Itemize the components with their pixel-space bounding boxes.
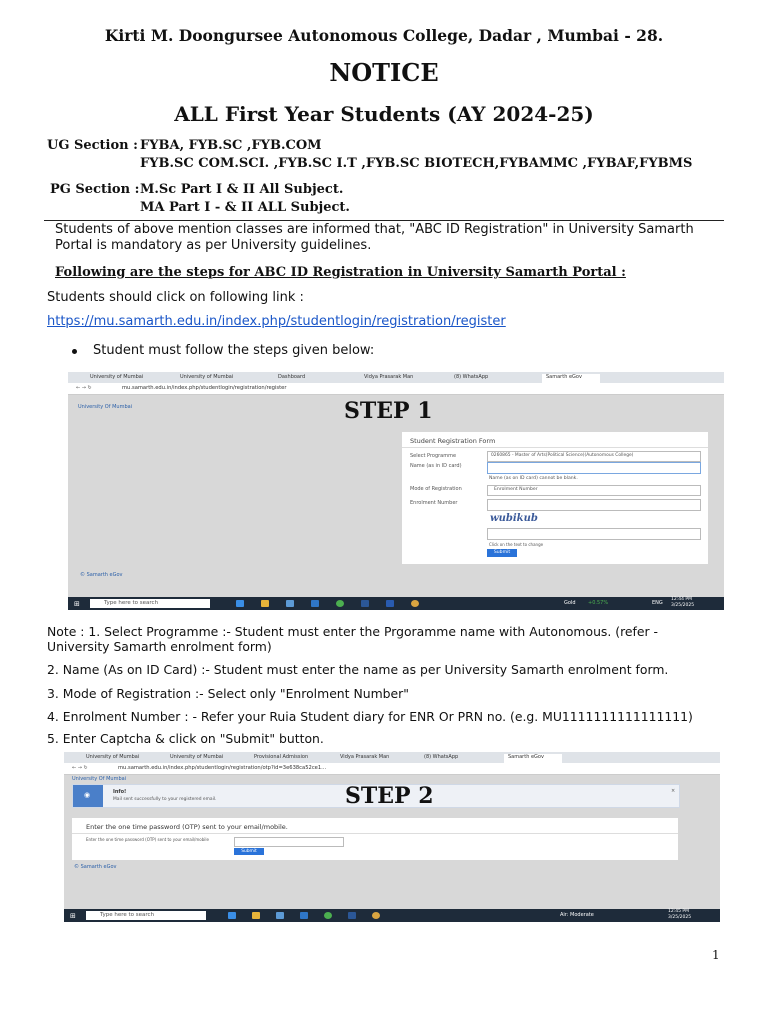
- back-icon[interactable]: ← → ↻: [72, 765, 88, 771]
- notice-subtitle: ALL First Year Students (AY 2024-25): [174, 102, 594, 126]
- chrome-icon[interactable]: [336, 600, 344, 607]
- pg-section-line2: MA Part I - & II ALL Subject.: [140, 200, 350, 215]
- browser-tab[interactable]: Dashboard: [278, 374, 306, 380]
- outlook-icon[interactable]: [348, 912, 356, 919]
- tray-weather: Gold: [564, 600, 576, 606]
- form-title: Student Registration Form: [410, 437, 496, 445]
- page-number: 1: [712, 948, 720, 962]
- clock-time: 12:45 PM: [668, 909, 689, 914]
- enrolment-label: Enrolment Number: [410, 500, 458, 506]
- browser-tabbar: [68, 372, 724, 383]
- ug-section-line1: FYBA, FYB.SC ,FYB.COM: [140, 138, 322, 153]
- note-2: 2. Name (As on ID Card) :- Student must enter the name as per University Samarth enrolment form.: [47, 662, 669, 677]
- step1-screenshot: [68, 372, 724, 610]
- mode-select[interactable]: Enrolment Number: [487, 485, 701, 496]
- browser-tabbar: [64, 752, 720, 763]
- tray-lang: ENG: [652, 600, 663, 606]
- step2-label: STEP 2: [345, 783, 434, 809]
- name-error: Name (as on ID card) cannot be blank.: [489, 476, 578, 481]
- college-name: Kirti M. Doongursee Autonomous College, Dadar , Mumbai - 28.: [104, 26, 664, 45]
- browser-tab[interactable]: Vidya Prasarak Man: [364, 374, 414, 380]
- footer-text[interactable]: © Samarth eGov: [80, 572, 123, 578]
- enrolment-input[interactable]: [487, 499, 701, 511]
- url-text[interactable]: mu.samarth.edu.in/index.php/studentlogin/registration/otp?id=3e638ca52ce1...: [118, 765, 327, 771]
- back-icon[interactable]: ← → ↻: [76, 385, 92, 391]
- browser-tab-active[interactable]: Samarth eGov: [504, 754, 562, 763]
- chrome-icon[interactable]: [324, 912, 332, 919]
- note-4: 4. Enrolment Number : - Refer your Ruia Student diary for ENR Or PRN no. (e.g. MU1111111111111111): [47, 709, 693, 724]
- site-title[interactable]: University Of Mumbai: [72, 776, 127, 782]
- pg-section-line1: M.Sc Part I & II All Subject.: [140, 182, 344, 197]
- word-icon[interactable]: [386, 600, 394, 607]
- registration-link[interactable]: https://mu.samarth.edu.in/index.php/studentlogin/registration/register: [47, 314, 506, 329]
- alert-title: Info!: [113, 789, 127, 795]
- otp-input[interactable]: [234, 837, 344, 847]
- programme-select[interactable]: 0260865 - Master of Arts(Political Science)(Autonomous College): [487, 451, 701, 462]
- browser-tab[interactable]: University of Mumbai: [86, 754, 140, 760]
- clock-time: 12:44 PM: [671, 597, 692, 602]
- windows-icon[interactable]: ⊞: [70, 912, 76, 920]
- windows-icon[interactable]: ⊞: [74, 600, 80, 608]
- bullet-icon: [72, 349, 77, 354]
- submit-button[interactable]: Submit: [234, 848, 264, 855]
- otp-label: Enter the one time password (OTP) sent to your email/mobile: [86, 837, 209, 842]
- store-icon[interactable]: [276, 912, 284, 919]
- step2-screenshot: [64, 752, 720, 922]
- app-icon[interactable]: [311, 600, 319, 607]
- ug-section-label: UG Section :: [47, 138, 138, 153]
- chrome-active-icon[interactable]: [372, 912, 380, 919]
- browser-tab[interactable]: University of Mumbai: [170, 754, 224, 760]
- bullet-text: Student must follow the steps given below:: [93, 343, 375, 358]
- otp-form: [72, 818, 678, 860]
- taskbar: [68, 597, 724, 610]
- browser-tab[interactable]: Vidya Prasarak Man: [340, 754, 390, 760]
- steps-heading: Following are the steps for ABC ID Registration in University Samarth Portal :: [55, 265, 626, 280]
- click-instruction: Students should click on following link :: [47, 290, 304, 305]
- clock-date: 3/25/2025: [671, 603, 695, 608]
- name-input[interactable]: [487, 462, 701, 474]
- divider: [44, 220, 724, 221]
- alert-text: Mail sent successfully to your registered email.: [113, 797, 217, 802]
- store-icon[interactable]: [286, 600, 294, 607]
- taskbar-search[interactable]: Type here to search: [86, 911, 206, 920]
- address-bar: [64, 763, 720, 775]
- registration-form: [402, 432, 708, 564]
- folder-icon[interactable]: [252, 912, 260, 919]
- clock-date: 3/25/2025: [668, 915, 692, 920]
- captcha-input[interactable]: [487, 528, 701, 540]
- outlook-icon[interactable]: [361, 600, 369, 607]
- taskbar-search[interactable]: Type here to search: [90, 599, 210, 608]
- pg-section-label: PG Section :: [50, 182, 140, 197]
- submit-button[interactable]: Submit: [487, 549, 517, 557]
- chrome-active-icon[interactable]: [411, 600, 419, 607]
- name-label: Name (as in ID card): [410, 463, 462, 469]
- browser-tab[interactable]: (8) WhatsApp: [454, 374, 489, 380]
- info-icon: ◉: [73, 785, 103, 807]
- browser-tab[interactable]: Provisional Admission: [254, 754, 309, 760]
- address-bar: [68, 383, 724, 395]
- note-3: 3. Mode of Registration :- Select only "Enrolment Number": [47, 686, 409, 701]
- folder-icon[interactable]: [261, 600, 269, 607]
- url-text[interactable]: mu.samarth.edu.in/index.php/studentlogin/registration/register: [122, 385, 287, 391]
- captcha-image[interactable]: wubikub: [490, 513, 538, 524]
- intro-paragraph: Students of above mention classes are informed that, "ABC ID Registration" in University Samarth Portal is mandatory as per University guidelines.: [55, 222, 694, 253]
- step1-label: STEP 1: [344, 398, 433, 424]
- close-icon[interactable]: ×: [671, 788, 676, 794]
- captcha-hint[interactable]: Click on the text to change: [489, 542, 544, 547]
- note-1: Note : 1. Select Programme :- Student must enter the Prgoramme name with Autonomous. (refer - University Samarth enrolment form): [47, 624, 659, 654]
- edge-icon[interactable]: [236, 600, 244, 607]
- mode-label: Mode of Registration: [410, 486, 462, 492]
- otp-title: Enter the one time password (OTP) sent to your email/mobile.: [86, 823, 288, 831]
- note-5: 5. Enter Captcha & click on "Submit" button.: [47, 731, 324, 746]
- programme-label: Select Programme: [410, 453, 457, 459]
- taskbar: [64, 909, 720, 922]
- tray-weather: Air: Moderate: [560, 912, 594, 918]
- site-title[interactable]: University Of Mumbai: [78, 404, 133, 410]
- notice-title: NOTICE: [329, 58, 439, 87]
- browser-tab[interactable]: (8) WhatsApp: [424, 754, 459, 760]
- browser-tab-active[interactable]: Samarth eGov: [542, 374, 600, 383]
- browser-tab[interactable]: University of Mumbai: [90, 374, 144, 380]
- ug-section-line2: FYB.SC COM.SCI. ,FYB.SC I.T ,FYB.SC BIOTECH,FYBAMMC ,FYBAF,FYBMS: [140, 156, 693, 171]
- app-icon[interactable]: [300, 912, 308, 919]
- browser-tab[interactable]: University of Mumbai: [180, 374, 234, 380]
- edge-icon[interactable]: [228, 912, 236, 919]
- footer-text[interactable]: © Samarth eGov: [74, 864, 117, 870]
- tray-change: +0.57%: [588, 600, 609, 606]
